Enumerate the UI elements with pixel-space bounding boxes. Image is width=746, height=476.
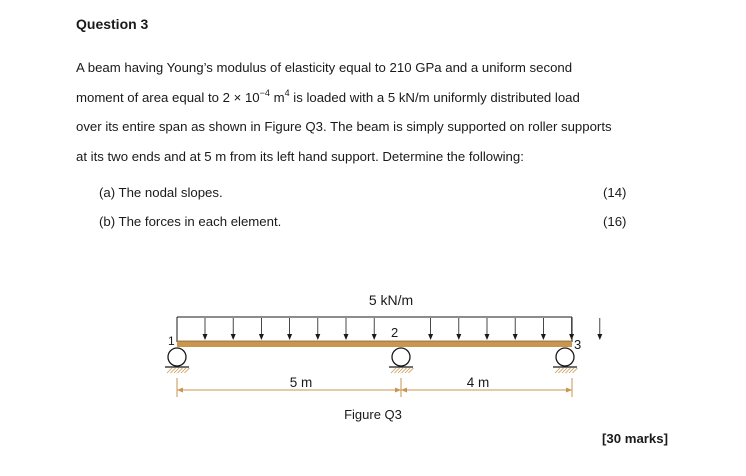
- load-arrow-head: [344, 334, 349, 340]
- beam: [177, 341, 572, 347]
- load-arrow-head: [203, 334, 208, 340]
- span-1-label: 5 m: [289, 375, 313, 390]
- load-arrow-head: [597, 334, 602, 340]
- node-2-label: 2: [391, 325, 399, 340]
- total-marks: [30 marks]: [602, 431, 668, 446]
- part-a-marks: (14): [603, 185, 627, 200]
- load-arrow-head: [428, 334, 433, 340]
- question-line-4: at its two ends and at 5 m from its left hand support. Determine the following:: [76, 148, 524, 164]
- load-arrow-head: [287, 334, 292, 340]
- part-b: (b) The forces in each element.: [99, 214, 282, 229]
- load-arrow-head: [513, 334, 518, 340]
- load-arrow-head: [541, 334, 546, 340]
- roller-support-2: [389, 348, 413, 367]
- dim-arrow-3-left: [566, 388, 572, 393]
- ground-hatching: [167, 368, 578, 373]
- dim-arrow-1-right: [177, 388, 183, 393]
- node-1-label: 1: [168, 334, 175, 348]
- part-b-marks: (16): [603, 214, 627, 229]
- span-2-label: 4 m: [466, 375, 490, 390]
- figure-caption: Figure Q3: [344, 407, 402, 422]
- load-arrow-head: [315, 334, 320, 340]
- dim-arrow-2-left: [395, 388, 401, 393]
- load-label: 5 kN/m: [368, 292, 414, 308]
- question-line-2-a: moment of area equal to 2 × 10: [76, 89, 260, 105]
- exponent-4: 4: [284, 87, 290, 98]
- roller-support-1: [165, 348, 189, 367]
- question-line-1: A beam having Young’s modulus of elasticity equal to 210 GPa and a uniform second: [76, 60, 573, 75]
- roller-3-wheel: [556, 348, 574, 366]
- node-3-label: 3: [574, 337, 582, 352]
- load-arrow-head: [372, 334, 377, 340]
- load-arrow-head: [485, 334, 490, 340]
- part-a: (a) The nodal slopes.: [99, 185, 223, 200]
- dim-arrow-2-right: [401, 388, 407, 393]
- load-arrows: [203, 318, 603, 340]
- load-arrow-head: [456, 334, 461, 340]
- load-arrow-head: [231, 334, 236, 340]
- question-line-3: over its entire span as shown in Figure Q3. The beam is simply supported on roller supports: [76, 119, 612, 134]
- roller-1-wheel: [168, 348, 186, 366]
- question-line-2-b: m: [269, 89, 285, 105]
- roller-2-wheel: [392, 348, 410, 366]
- question-line-2-c: is loaded with a 5 kN/m uniformly distributed load: [289, 89, 580, 105]
- question-heading: Question 3: [76, 16, 149, 32]
- exponent-neg4: −4: [259, 87, 270, 98]
- load-arrow-head: [259, 334, 264, 340]
